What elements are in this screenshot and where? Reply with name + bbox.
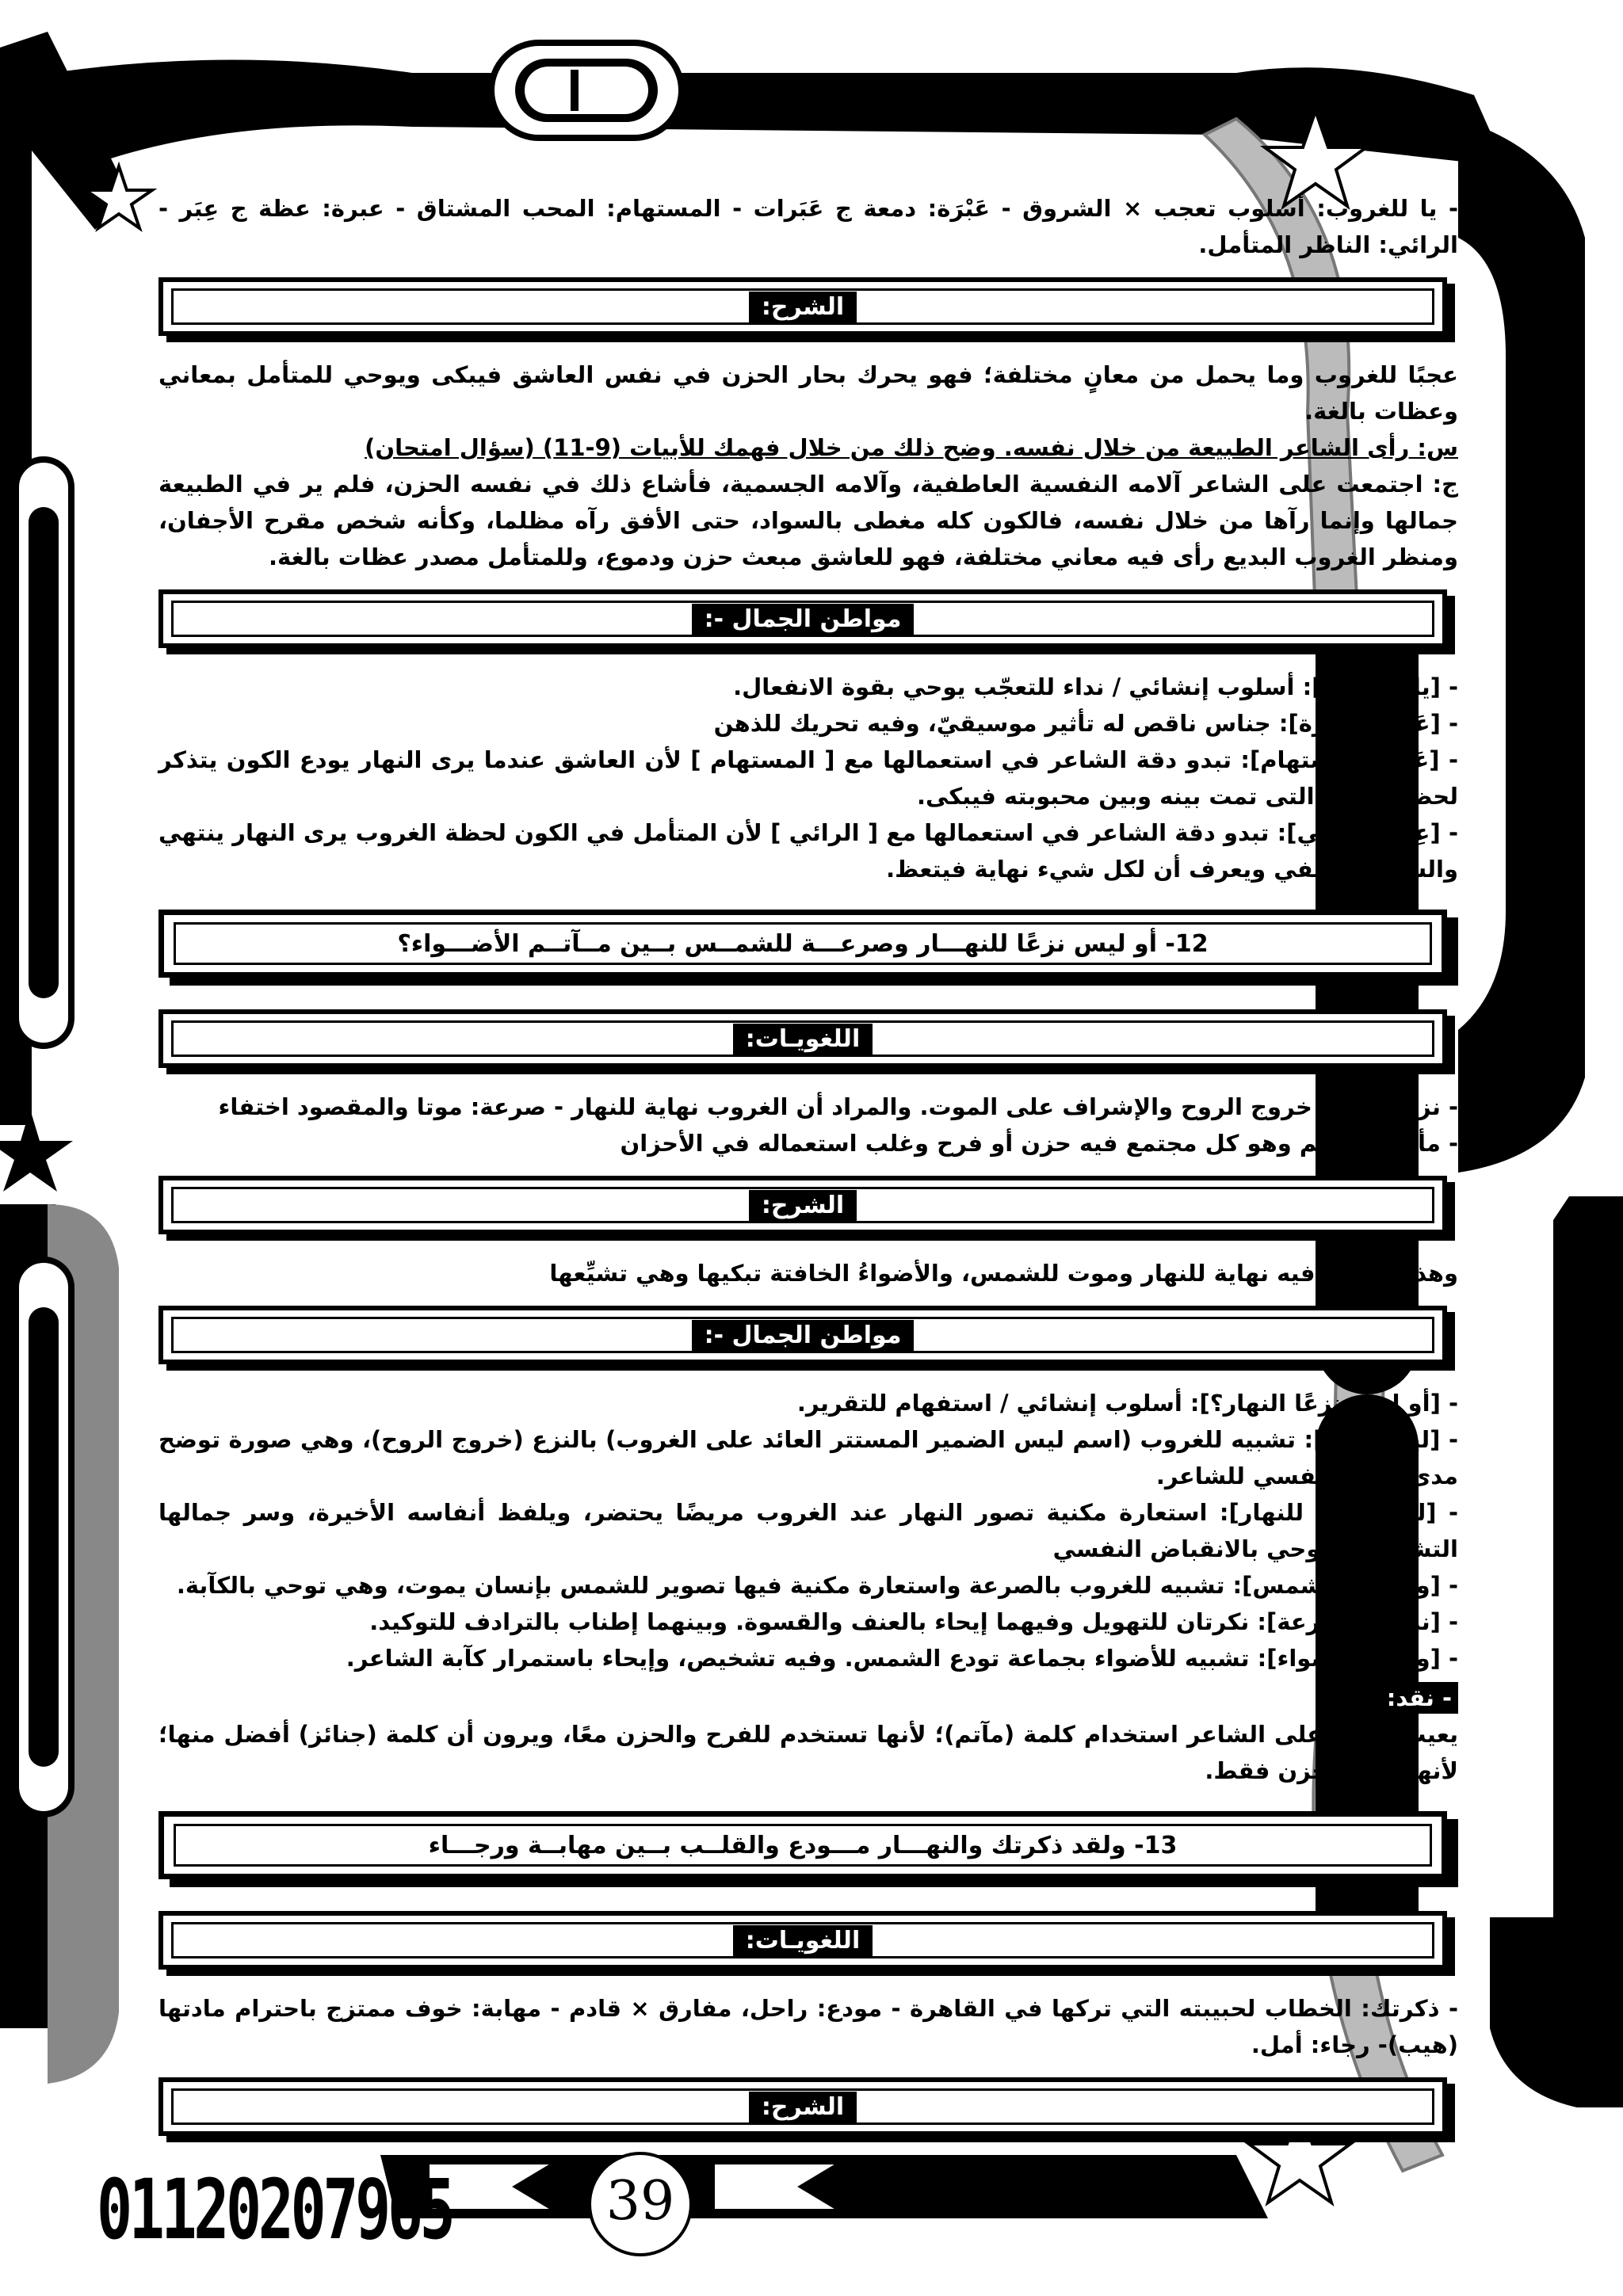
section-label: مواطن الجمال -: (692, 604, 915, 635)
mawatin-item: - [أو ليس نزعًا النهار؟]: أسلوب إنشائي / استفهام للتقرير. (796, 1390, 1458, 1417)
verse-text: 13- ولقد ذكرتك والنهـــار مـــودع والقلــب بــين مهابــة ورجـــاء (174, 1824, 1432, 1867)
section-label: الشرح: (749, 2092, 857, 2122)
section-header-sharh-3 (158, 2077, 1447, 2136)
mawatin-item: - [ليس نزعا]: تشبيه للغروب (اسم ليس الضمير المستتر العائد على الغروب) بالنزع (خروج الروح)، وهي صورة توضح مدى الألم النفسي للشاعر. (158, 1426, 1458, 1489)
vocab-item: - نزعًا: النزع خروج الروح والإشراف على الموت. والمراد أن الغروب نهاية للنهار - صرعة: موتا والمقصود اختفاء (218, 1093, 1458, 1120)
mawatin-item: - [عَبرة - عِبرة]: جناس ناقص له تأثير موسيقيّ، وفيه تحريك للذهن (713, 710, 1458, 737)
mawatin-item: - [وصرعة للشمس]: تشبيه للغروب بالصرعة واستعارة مكنية فيها تصوير للشمس بإنسان يموت، وهي توحي بالكآبة. (176, 1572, 1458, 1599)
section-label: الشرح: (749, 1190, 857, 1221)
section-label: اللغويـات: (733, 1024, 873, 1055)
section-header-mawatin-2 (158, 1306, 1447, 1364)
vocab-item: - ذكرتك: الخطاب لحبيبته التي تركها في القاهرة - مودع: راحل، مفارق × قادم - مهابة: خوف ممتزج باحترام مادتها (هيب)- رجاء: أمل. (158, 1995, 1458, 2058)
section-header-mawatin-1 (158, 589, 1447, 648)
verse-text: 12- أو ليس نزعًا للنهـــار وصرعـــة للشمــس بــين مــآتــم الأضـــواء؟ (174, 922, 1432, 965)
section-label: اللغويـات: (733, 1925, 873, 1956)
sharh-text-1: عجبًا للغروب وما يحمل من معانٍ مختلفة؛ فهو يحرك بحار الحزن في نفس العاشق فيبكى ويوحي للمتأمل بمعاني وعظات بالغة. (158, 361, 1458, 425)
mawatin-item: - [ليس نزعا للنهار]: استعارة مكنية تصور النهار عند الغروب مريضًا يحتضر، ويلفظ أنفاسه الأخيرة، وسر جمالها التشخيص وتوحي بالانقباض النفسي (158, 1499, 1458, 1562)
naqd-label: - نقد: (1381, 1682, 1458, 1714)
vocab-top: - يا للغروب: أسلوب تعجب × الشروق - عَبْرَة: دمعة ج عَبَرات - المستهام: المحب المشتاق - عبرة: عظة ج عِبَر - الرائي: الناظر المتأمل. (158, 195, 1458, 258)
sharh-text-2: وهذا المساء فيه نهاية للنهار وموت للشمس، والأضواءُ الخافتة تبكيها وهي تشيِّعها (549, 1260, 1458, 1287)
verse-box-13 (158, 1811, 1447, 1879)
mawatin-item: - [نزعًا - وصرعة]: نكرتان للتهويل وفيهما إيحاء بالعنف والقسوة. وبينهما إطناب بالترادف للتوكيد. (369, 1608, 1458, 1635)
section-label: مواطن الجمال -: (692, 1320, 915, 1351)
verse-box-12 (158, 910, 1447, 978)
naqd-text: يعيب النقاد على الشاعر استخدام كلمة (مآتم)؛ لأنها تستخدم للفرح والحزن معًا، ويرون أن كلمة (جنائز) أفضل منها؛ لأنها تفيد الحزن فقط. (158, 1721, 1458, 1784)
mawatin-item: - [يا للغروب]: أسلوب إنشائي / نداء للتعجّب يوحي بقوة الانفعال. (733, 673, 1458, 700)
mawatin-item: - [عَبْرَة للمستهام]: تبدو دقة الشاعر في استعمالها مع [ المستهام ] لأن العاشق عندما يرى النهار يودع الكون يتذكر لحظة الوداع التى تمت بينه وبين محبوبته فيبكى. (158, 746, 1458, 810)
section-label: الشرح: (749, 292, 857, 322)
section-header-sharh-2 (158, 1176, 1447, 1234)
exam-answer: ج: اجتمعت على الشاعر آلامه النفسية العاطفية، وآلامه الجسمية، فأشاع ذلك في نفسه الحزن، فلم ير في الطبيعة جمالها وإنما رآها من خلال نفسه، فالكون كله مغطى بالسواد، حتى الأفق رآه مظلما، وكأنه شخص مقرح الأجفان، ومنظر الغروب البديع رأى فيه معاني مختلفة، فهو للعاشق مبعث حزن ودموع، وللمتأمل مصدر عظات بالغة. (158, 471, 1458, 570)
mawatin-item: - [عِبْرَة للرائي]: تبدو دقة الشاعر في استعمالها مع [ الرائي ] لأن المتأمل في الكون لحظة الغروب يرى النهار ينتهي والشمس تختفي ويعرف أن لكل شيء نهاية فيتعظ. (158, 819, 1458, 883)
vocab-item: - مأتم: م مآتم وهو كل مجتمع فيه حزن أو فرح وغلب استعماله في الأحزان (620, 1130, 1458, 1157)
page-number: 39 (588, 2152, 693, 2256)
main-content (158, 190, 1458, 2157)
section-header-lughawiyat-2 (158, 1911, 1447, 1970)
exam-question: س: رأى الشاعر الطبيعة من خلال نفسه. وضح ذلك من خلال فهمك للأبيات (9-11) (سؤال امتحان) (365, 434, 1458, 461)
section-header-sharh-1 (158, 277, 1447, 336)
section-header-lughawiyat-1 (158, 1009, 1447, 1068)
mawatin-item: - [ومآتم الأضواء]: تشبيه للأضواء بجماعة تودع الشمس. وفيه تشخيص، وإيحاء باستمرار كآبة الشاعر. (346, 1645, 1458, 1672)
phone-number: 01120207965 (97, 2161, 453, 2258)
